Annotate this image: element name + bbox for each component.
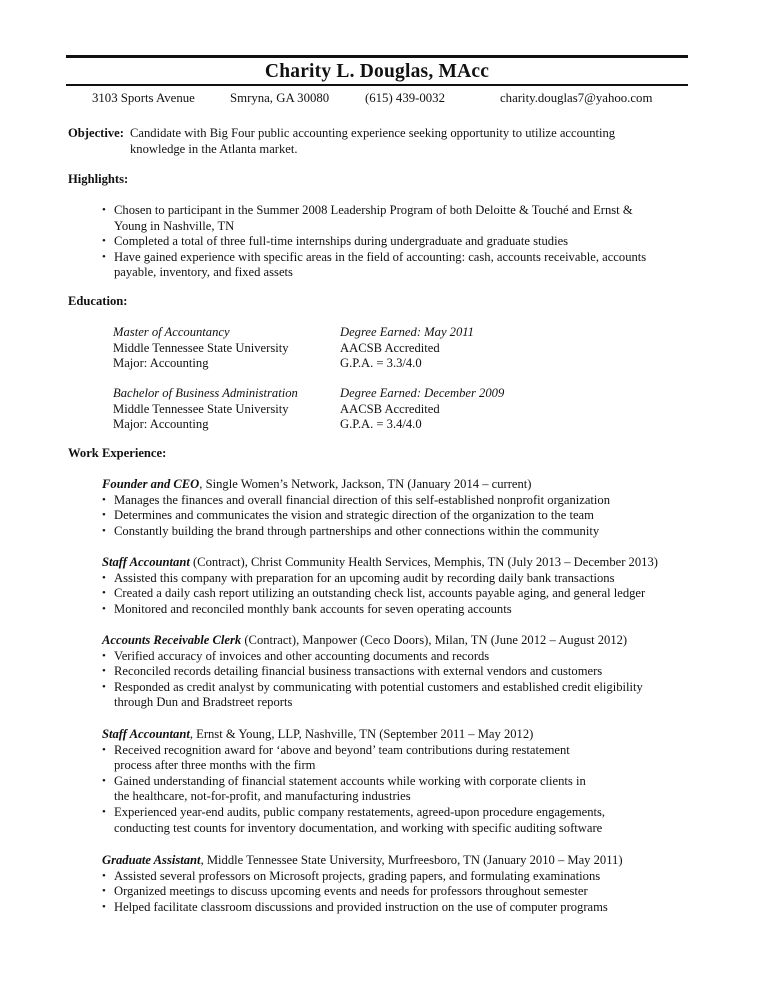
job-bullets — [102, 571, 702, 618]
degree-title: Master of Accountancy — [113, 325, 230, 339]
list-item: • Created a daily cash report utilizing an outstanding check list, accounts payable aging, and general ledger — [102, 586, 646, 601]
degree-school: Middle Tennessee State University — [113, 340, 289, 355]
degree-major: Major: Accounting — [113, 417, 209, 432]
objective-text — [130, 126, 690, 157]
list-item: • Gained understanding of financial statement accounts while working with corporate clients in the healthcare, not-for-profit, and manufacturing industries — [102, 773, 586, 804]
bullet-icon: • — [102, 587, 106, 600]
bullet-icon: • — [102, 900, 106, 913]
degree-title: Bachelor of Business Administration — [113, 386, 298, 400]
header-rule-top — [66, 55, 688, 58]
candidate-name: Charity L. Douglas, MAcc — [264, 61, 490, 82]
job-detail: , Middle Tennessee State University, Murfreesboro, TN (January 2010 – May 2011) — [200, 853, 623, 867]
job-title: Graduate Assistant — [102, 853, 201, 867]
list-item: • Manages the finances and overall financial direction of this self-established nonprofit organization — [102, 492, 611, 507]
list-item: • Monitored and reconciled monthly bank accounts for seven operating accounts — [102, 601, 512, 616]
list-item: • Received recognition award for ‘above and beyond’ team contributions during restatement process after three months with the firm — [102, 742, 570, 773]
degree-masters — [113, 325, 289, 372]
job-title-line — [102, 727, 702, 743]
job-entry — [102, 727, 702, 836]
job-bullets — [102, 493, 702, 540]
bullet-icon: • — [102, 571, 106, 584]
bullet-icon: • — [102, 743, 106, 756]
header-rule-bottom — [66, 84, 688, 86]
bullet-icon: • — [102, 665, 106, 678]
bullet-icon: • — [102, 885, 106, 898]
job-bullets — [102, 649, 702, 711]
contact-email: charity.douglas7@yahoo.com — [500, 91, 653, 105]
degree-bachelors-details — [340, 386, 504, 433]
degree-bachelors — [113, 386, 298, 433]
degree-school: Middle Tennessee State University — [113, 401, 289, 416]
job-detail: , Ernst & Young, LLP, Nashville, TN (September 2011 – May 2012) — [189, 727, 534, 741]
list-item: • Assisted this company with preparation for an upcoming audit by recording daily bank transactions — [102, 570, 615, 585]
list-item: • Organized meetings to discuss upcoming events and needs for professors throughout semester — [102, 884, 588, 899]
job-entry — [102, 633, 702, 711]
degree-earned: Degree Earned: May 2011 — [340, 325, 474, 339]
degree-major: Major: Accounting — [113, 356, 209, 371]
bullet-icon: • — [102, 805, 106, 818]
job-entry — [102, 555, 702, 617]
bullet-icon: • — [102, 602, 106, 615]
job-title-line — [102, 477, 702, 493]
job-title-line — [102, 555, 702, 571]
bullet-icon: • — [102, 680, 106, 693]
job-title-line — [102, 633, 702, 649]
list-item: • Chosen to participant in the Summer 2008 Leadership Program of both Deloitte & Touché and Ernst & Young in Nashville, TN — [102, 203, 633, 233]
job-title: Staff Accountant — [102, 727, 190, 741]
contact-phone: (615) 439-0032 — [365, 91, 445, 105]
bullet-icon: • — [102, 493, 106, 506]
bullet-icon: • — [102, 869, 106, 882]
list-item: • Have gained experience with specific areas in the field of accounting: cash, accounts receivable, accounts payable, inventory, and fixed assets — [102, 249, 647, 280]
work-experience-heading: Work Experience: — [68, 446, 167, 460]
list-item: • Helped facilitate classroom discussions and provided instruction on the use of computer programs — [102, 899, 608, 914]
job-title-line — [102, 853, 702, 869]
list-item: • Determines and communicates the vision and strategic direction of the organization to the team — [102, 508, 594, 523]
list-item: • Responded as credit analyst by communicating with potential customers and established credit eligibility through Dun and Bradstreet reports — [102, 679, 643, 710]
job-detail: (Contract), Christ Community Health Services, Memphis, TN (July 2013 – December 2013) — [189, 555, 658, 569]
bullet-icon: • — [102, 204, 106, 216]
degree-accreditation: AACSB Accredited — [340, 401, 440, 416]
highlights-list — [102, 203, 646, 281]
bullet-icon: • — [102, 649, 106, 662]
degree-masters-details — [340, 325, 474, 372]
bullet-icon: • — [102, 524, 106, 537]
education-heading: Education: — [68, 294, 128, 308]
job-title: Founder and CEO — [102, 477, 200, 491]
objective-heading: Objective: — [68, 126, 124, 140]
job-detail: , Single Women’s Network, Jackson, TN (January 2014 – current) — [199, 477, 532, 491]
degree-accreditation: AACSB Accredited — [340, 340, 440, 355]
degree-earned: Degree Earned: December 2009 — [340, 386, 505, 400]
bullet-icon: • — [102, 509, 106, 522]
job-title: Accounts Receivable Clerk — [102, 633, 242, 647]
bullet-icon: • — [102, 774, 106, 787]
list-item: • Reconciled records detailing financial business transactions with external vendors and customers — [102, 664, 603, 679]
degree-gpa: G.P.A. = 3.4/4.0 — [340, 417, 422, 432]
highlights-heading: Highlights: — [68, 172, 129, 186]
objective-line: Candidate with Big Four public accounting experience seeking opportunity to utilize accounting — [130, 126, 616, 140]
list-item: • Experienced year-end audits, public company restatements, agreed-upon procedure engagements, conducting test counts for inventory documentation, and working with specific auditing software — [102, 804, 606, 835]
job-bullets — [102, 869, 702, 916]
job-detail: (Contract), Manpower (Ceco Doors), Milan, TN (June 2012 – August 2012) — [241, 633, 628, 647]
objective-line: knowledge in the Atlanta market. — [130, 141, 298, 156]
list-item: • Verified accuracy of invoices and other accounting documents and records — [102, 648, 490, 663]
bullet-icon: • — [102, 250, 106, 263]
list-item: • Constantly building the brand through partnerships and other connections within the community — [102, 523, 600, 538]
list-item: • Assisted several professors on Microsoft projects, grading papers, and formulating examinations — [102, 868, 601, 883]
contact-city: Smryna, GA 30080 — [230, 91, 330, 105]
job-title: Staff Accountant — [102, 555, 190, 569]
job-bullets — [102, 743, 702, 837]
job-entry — [102, 853, 702, 915]
job-entry — [102, 477, 702, 539]
bullet-icon: • — [102, 235, 106, 248]
degree-gpa: G.P.A. = 3.3/4.0 — [340, 356, 422, 371]
list-item: • Completed a total of three full-time internships during undergraduate and graduate studies — [102, 234, 569, 249]
contact-street: 3103 Sports Avenue — [92, 91, 195, 105]
